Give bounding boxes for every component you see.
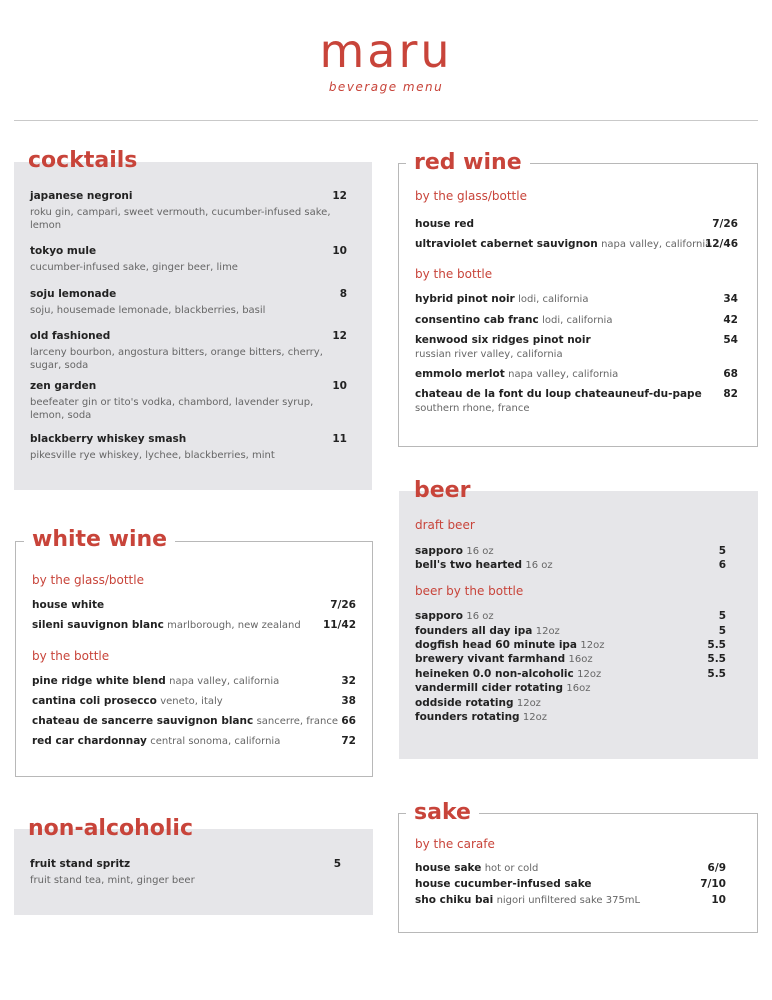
menu-item-origin: napa valley, california <box>601 239 712 250</box>
menu-item-name: oddside rotating 12oz <box>415 697 541 709</box>
menu-item-name: tokyo mule <box>30 245 97 257</box>
menu-item-description: nigori unfiltered sake 375mL <box>496 895 641 906</box>
menu-item-origin: napa valley, california <box>169 676 280 687</box>
menu-item-name: house cucumber-infused sake <box>415 878 592 890</box>
menu-item-name: japanese negroni <box>30 190 133 202</box>
menu-item-price: 82 <box>723 388 738 400</box>
menu-item-name: heineken 0.0 non-alcoholic 12oz <box>415 668 602 680</box>
menu-item-price: 6 <box>718 559 726 571</box>
menu-item-price: 12/46 <box>704 238 738 250</box>
menu-item-price: 7/10 <box>700 878 726 890</box>
menu-item-name: cantina coli prosecco veneto, italy <box>32 695 223 707</box>
menu-item-size: 12oz <box>580 640 605 651</box>
menu-item-price: 12 <box>332 190 347 202</box>
menu-item-name: soju lemonade <box>30 288 117 300</box>
menu-item-price: 5.5 <box>707 653 726 665</box>
menu-item-price: 68 <box>723 368 738 380</box>
menu-item-name: founders rotating 12oz <box>415 711 547 723</box>
sake-heading: by the carafe <box>415 837 495 851</box>
menu-item-price: 38 <box>341 695 356 707</box>
menu-item-description: soju, housemade lemonade, blackberries, basil <box>30 305 266 316</box>
menu-item-price: 32 <box>341 675 356 687</box>
menu-item-price: 8 <box>339 288 347 300</box>
menu-item-size: 16oz <box>568 654 593 665</box>
menu-subtitle: beverage menu <box>328 80 444 94</box>
red-wine-bottle-heading: by the bottle <box>415 267 493 281</box>
menu-item-size: 12oz <box>522 712 547 723</box>
menu-item-origin: russian river valley, california <box>415 349 563 360</box>
beer-bottle-heading: beer by the bottle <box>415 584 524 598</box>
menu-item-name: vandermill cider rotating 16oz <box>415 682 591 694</box>
menu-item-name: house sake hot or cold <box>415 862 539 874</box>
menu-item-name: house red <box>415 218 475 230</box>
menu-item-description: fruit stand tea, mint, ginger beer <box>30 875 195 886</box>
menu-item-size: 12oz <box>535 626 560 637</box>
menu-item-name: house white <box>32 599 105 611</box>
menu-item-price: 7/26 <box>712 218 738 230</box>
menu-item-price: 5.5 <box>707 639 726 651</box>
menu-item-origin: veneto, italy <box>160 696 223 707</box>
menu-item-price: 54 <box>723 334 738 346</box>
menu-item-price: 12 <box>332 330 347 342</box>
red-wine-glass-heading: by the glass/bottle <box>415 189 527 203</box>
menu-item-name: fruit stand spritz <box>30 858 131 870</box>
menu-item-size: 16 oz <box>525 560 553 571</box>
menu-item-origin: marlborough, new zealand <box>167 620 301 631</box>
menu-item-price: 10 <box>711 894 726 906</box>
menu-item-name: bell's two hearted 16 oz <box>415 559 553 571</box>
menu-item-name: sapporo 16 oz <box>415 545 494 557</box>
menu-item-origin: central sonoma, california <box>150 736 281 747</box>
menu-item-name: hybrid pinot noir lodi, california <box>415 293 589 305</box>
cocktails-title: cocktails <box>28 148 138 173</box>
menu-item-name: zen garden <box>30 380 97 392</box>
menu-item-name: red car chardonnay central sonoma, california <box>32 735 281 747</box>
menu-item-price: 34 <box>723 293 738 305</box>
menu-item-name: ultraviolet cabernet sauvignon napa valley, california <box>415 238 712 250</box>
menu-item-price: 6/9 <box>707 862 726 874</box>
menu-item-price: 10 <box>332 245 347 257</box>
header-divider <box>14 120 758 121</box>
menu-item-origin: sancerre, france <box>256 716 338 727</box>
menu-item-price: 5 <box>718 610 726 622</box>
menu-item-description: larceny bourbon, angostura bitters, orange bitters, cherry, sugar, soda <box>30 347 323 371</box>
logo: maru <box>319 24 453 78</box>
menu-item-name: consentino cab franc lodi, california <box>415 314 613 326</box>
menu-item-name: blackberry whiskey smash <box>30 433 187 445</box>
menu-item-origin: napa valley, california <box>508 369 619 380</box>
menu-item-name: chateau de la font du loup chateauneuf-du-pape <box>415 388 702 400</box>
menu-item-price: 11 <box>332 433 347 445</box>
menu-item-price: 5 <box>333 858 341 870</box>
menu-item-price: 10 <box>332 380 347 392</box>
menu-item-size: 16 oz <box>466 546 494 557</box>
menu-item-price: 7/26 <box>330 599 356 611</box>
menu-item-size: 12oz <box>577 669 602 680</box>
menu-item-price: 42 <box>723 314 738 326</box>
menu-item-name: kenwood six ridges pinot noir <box>415 334 591 346</box>
menu-item-description: hot or cold <box>484 863 539 874</box>
menu-item-description: cucumber-infused sake, ginger beer, lime <box>30 262 238 273</box>
menu-item-name: sapporo 16 oz <box>415 610 494 622</box>
beer-title: beer <box>414 478 471 503</box>
menu-item-price: 5 <box>718 625 726 637</box>
menu-item-origin: lodi, california <box>542 315 613 326</box>
menu-item-name: sileni sauvignon blanc marlborough, new zealand <box>32 619 301 631</box>
menu-item-price: 5.5 <box>707 668 726 680</box>
white-wine-glass-heading: by the glass/bottle <box>32 573 144 587</box>
menu-item-name: pine ridge white blend napa valley, california <box>32 675 280 687</box>
white-wine-bottle-heading: by the bottle <box>32 649 110 663</box>
menu-item-size: 12oz <box>516 698 541 709</box>
menu-item-origin: lodi, california <box>518 294 589 305</box>
menu-item-size: 16oz <box>566 683 591 694</box>
menu-item-name: brewery vivant farmhand 16oz <box>415 653 593 665</box>
non-alcoholic-title: non-alcoholic <box>28 816 194 841</box>
sake-title: sake <box>406 800 479 826</box>
menu-item-price: 11/42 <box>322 619 356 631</box>
beer-draft-heading: draft beer <box>415 518 475 532</box>
menu-item-name: dogfish head 60 minute ipa 12oz <box>415 639 605 651</box>
menu-item-name: chateau de sancerre sauvignon blanc sancerre, france <box>32 715 338 727</box>
menu-item-name: sho chiku bai nigori unfiltered sake 375mL <box>415 894 641 906</box>
menu-item-price: 5 <box>718 545 726 557</box>
menu-item-price: 72 <box>341 735 356 747</box>
menu-item-price: 66 <box>341 715 356 727</box>
menu-item-size: 16 oz <box>466 611 494 622</box>
white-wine-title: white wine <box>24 527 175 553</box>
menu-item-name: emmolo merlot napa valley, california <box>415 368 619 380</box>
menu-item-name: founders all day ipa 12oz <box>415 625 560 637</box>
menu-item-origin: southern rhone, france <box>415 403 530 414</box>
menu-item-description: roku gin, campari, sweet vermouth, cucumber-infused sake, lemon <box>30 207 331 231</box>
menu-item-description: pikesville rye whiskey, lychee, blackberries, mint <box>30 450 275 461</box>
red-wine-title: red wine <box>406 150 530 176</box>
menu-item-name: old fashioned <box>30 330 111 342</box>
menu-item-description: beefeater gin or tito's vodka, chambord, lavender syrup, lemon, soda <box>30 397 314 421</box>
